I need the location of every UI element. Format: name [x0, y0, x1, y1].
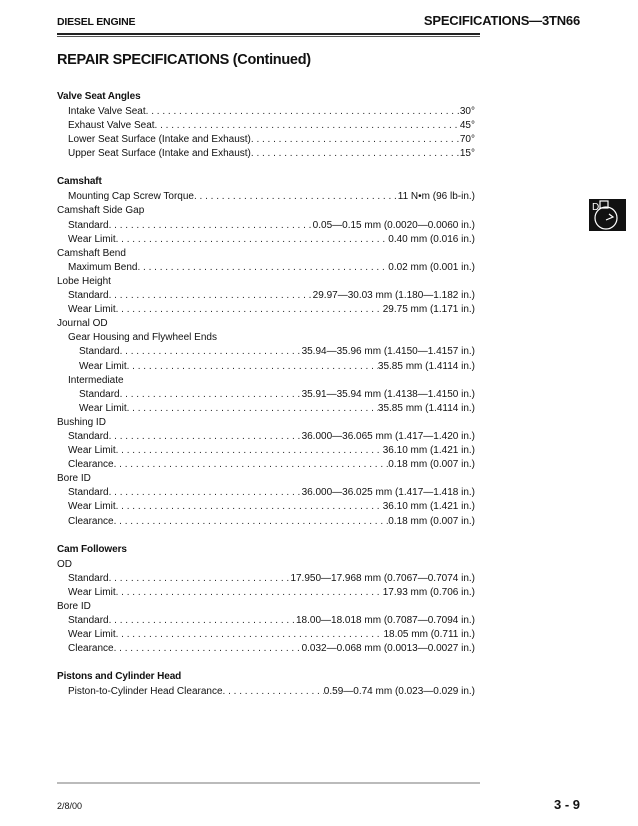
spec-row: Standard . . . 17.950—17.968 mm (0.7067—0.7074 in.) [57, 572, 475, 586]
spec-subheading: Camshaft Bend [57, 247, 126, 259]
spec-row: Wear Limit . . . 36.10 mm (1.421 in.) [57, 500, 475, 514]
svg-text:D: D [592, 202, 600, 213]
spec-row: Exhaust Valve Seat . . . 45° [57, 119, 475, 133]
spec-subheading: Bore ID [57, 600, 91, 612]
spec-subheading: Intermediate [68, 374, 124, 386]
spec-row: Standard . . . 35.91—35.94 mm (1.4138—1.4150 in.) [57, 388, 475, 402]
page-number: 3 - 9 [553, 797, 580, 812]
spec-row: Mounting Cap Screw Torque . . . 11 N•m (96 lb-in.) [57, 190, 475, 204]
spec-row: Standard . . . 36.000—36.065 mm (1.417—1.420 in.) [57, 430, 475, 444]
section-heading-valve-seat-angles: Valve Seat Angles [57, 91, 141, 102]
spec-row: Wear Limit . . . 18.05 mm (0.711 in.) [57, 628, 475, 642]
spec-row: Clearance . . . 0.032—0.068 mm (0.0013—0.0027 in.) [57, 642, 475, 656]
header-section-title: DIESEL ENGINE [57, 16, 136, 28]
spec-row: Maximum Bend . . . 0.02 mm (0.001 in.) [57, 261, 475, 275]
header-rule [57, 33, 480, 35]
spec-row: Upper Seat Surface (Intake and Exhaust) . . . 15° [57, 147, 475, 161]
spec-row: Piston-to-Cylinder Head Clearance . . . 0.59—0.74 mm (0.023—0.029 in.) [57, 685, 475, 699]
spec-row: Standard . . . 18.00—18.018 mm (0.7087—0.7094 in.) [57, 614, 475, 628]
page-title: REPAIR SPECIFICATIONS (Continued) [57, 52, 311, 68]
spec-row: Clearance . . . 0.18 mm (0.007 in.) [57, 515, 475, 529]
spec-row: Standard . . . 0.05—0.15 mm (0.0020—0.0060 in.) [57, 219, 475, 233]
spec-row: Wear Limit . . . 17.93 mm (0.706 in.) [57, 586, 475, 600]
spec-row: Wear Limit . . . 36.10 mm (1.421 in.) [57, 444, 475, 458]
spec-row: Wear Limit . . . 35.85 mm (1.4114 in.) [57, 402, 475, 416]
spec-subheading: OD [57, 558, 72, 570]
section-heading-cam-followers: Cam Followers [57, 543, 127, 555]
spec-content [57, 89, 475, 699]
spec-row: Standard . . . 36.000—36.025 mm (1.417—1.418 in.) [57, 486, 475, 500]
section-heading-pistons: Pistons and Cylinder Head [57, 671, 182, 683]
footer-rule [57, 782, 480, 784]
spec-row: Standard . . . 29.97—30.03 mm (1.180—1.182 in.) [57, 289, 475, 303]
spec-subheading: Lobe Height [57, 275, 111, 287]
spec-subheading: Bushing ID [57, 416, 106, 428]
spec-subheading: Gear Housing and Flywheel Ends [68, 332, 217, 344]
footer-date: 2/8/00 [57, 801, 83, 811]
spec-row: Intake Valve Seat . . . 30° [57, 105, 475, 119]
section-heading-camshaft: Camshaft [57, 176, 102, 188]
header-chapter-title: SPECIFICATIONS—3TN66 [423, 13, 580, 28]
spec-subheading: Bore ID [57, 473, 91, 485]
spec-subheading: Camshaft Side Gap [57, 205, 145, 217]
spec-subheading: Journal OD [57, 318, 108, 330]
spec-row: Wear Limit . . . 0.40 mm (0.016 in.) [57, 233, 475, 247]
engine-gauge-icon [589, 199, 626, 231]
spec-row: Lower Seat Surface (Intake and Exhaust) . . . 70° [57, 133, 475, 147]
spec-row: Wear Limit . . . 29.75 mm (1.171 in.) [57, 303, 475, 317]
spec-row: Clearance . . . 0.18 mm (0.007 in.) [57, 458, 475, 472]
spec-row: Standard . . . 35.94—35.96 mm (1.4150—1.4157 in.) [57, 345, 475, 359]
header-rule-thin [57, 36, 480, 37]
spec-row: Wear Limit . . . 35.85 mm (1.4114 in.) [57, 360, 475, 374]
